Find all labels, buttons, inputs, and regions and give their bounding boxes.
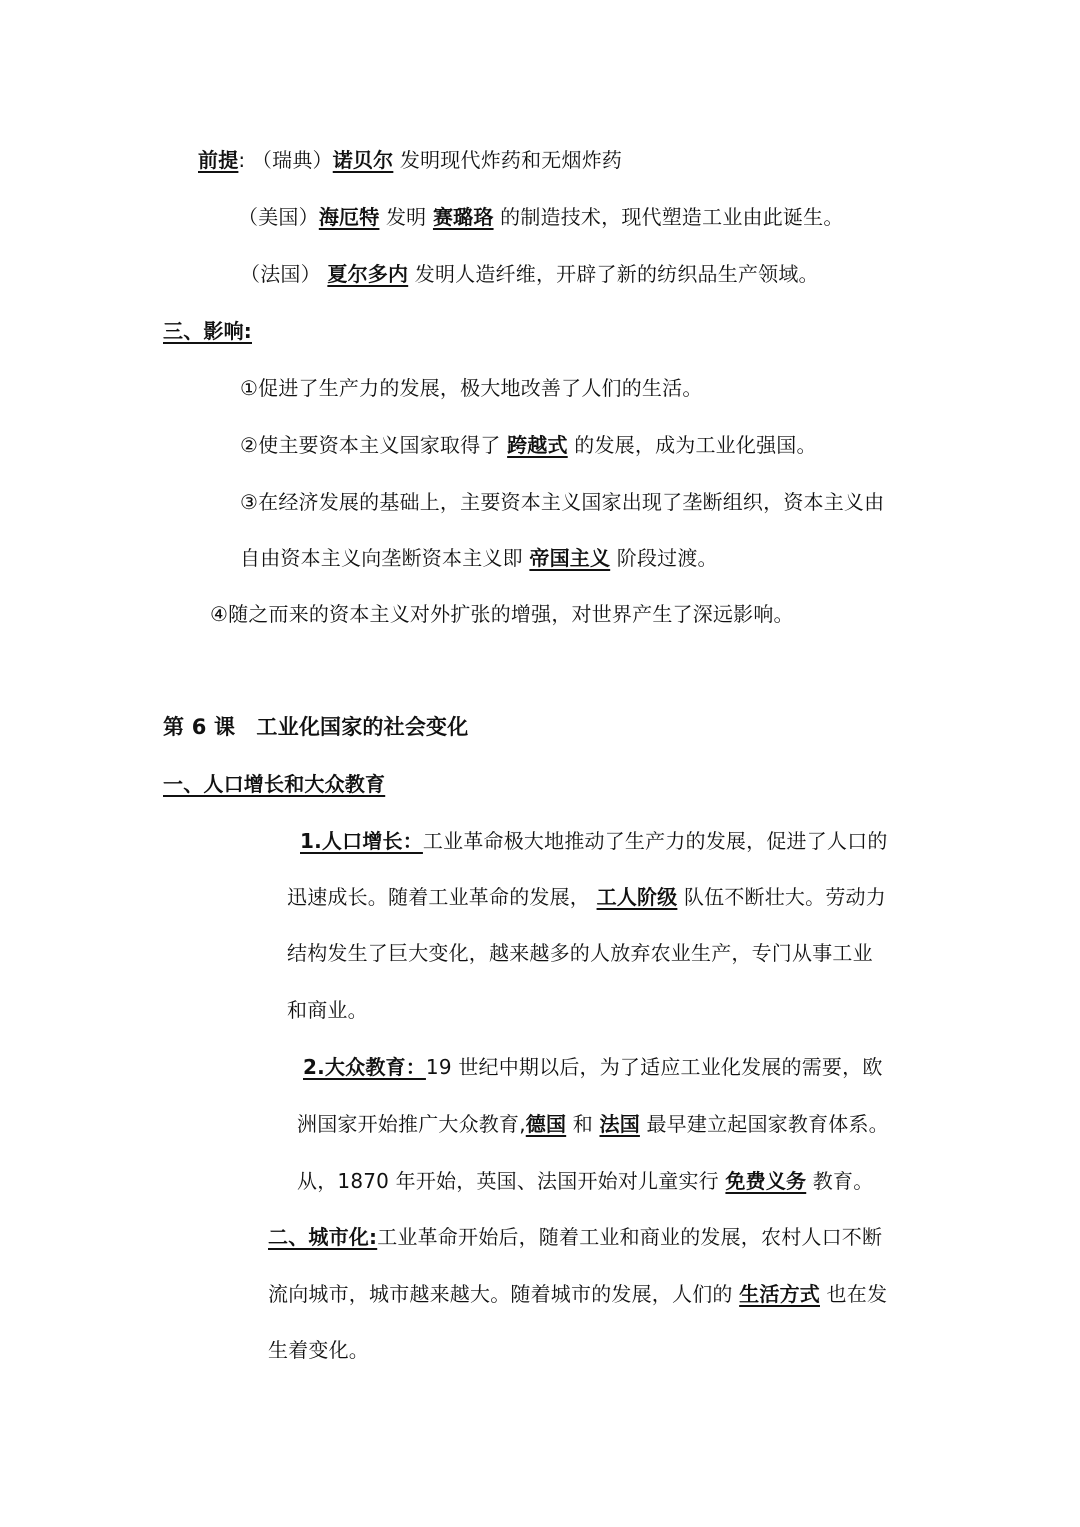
premise-text-2: 的制造技术，现代塑造工业由此诞生。	[500, 205, 844, 229]
education-text-3-pre: 从，1870 年开始，英国、法国开始对儿童实行	[297, 1169, 719, 1193]
education-label: 2.大众教育：	[303, 1055, 426, 1079]
impact-point-3-pre: 自由资本主义向垄断资本主义即	[240, 546, 523, 570]
impact-point-2-pre: ②使主要资本主义国家取得了	[240, 433, 501, 457]
premise-name-chardonnet: 夏尔多内	[327, 262, 409, 286]
education-key-free-compulsory: 免费义务	[725, 1169, 807, 1193]
premise-name-hyatt: 海厄特	[318, 205, 380, 229]
population-text-2-pre: 迅速成长。随着工业革命的发展，	[287, 885, 590, 909]
premise-text-1: 发明现代炸药和无烟炸药	[399, 148, 623, 172]
lesson-title: 第 6 课 工业化国家的社会变化	[163, 715, 469, 739]
population-text-2-post: 队伍不断壮大。劳动力	[683, 885, 886, 909]
education-line-2	[297, 1109, 889, 1139]
urbanization-line-2	[268, 1279, 887, 1309]
population-text-1: 工业革命极大地推动了生产力的发展，促进了人口的	[422, 829, 888, 853]
impact-point-2-post: 的发展，成为工业化强国。	[574, 433, 817, 457]
premise-label: 前提	[198, 148, 239, 172]
population-line-2	[287, 882, 886, 912]
population-line-3: 结构发生了巨大变化，越来越多的人放弃农业生产，专门从事工业	[287, 941, 873, 965]
premise-verb-2: 发明	[385, 205, 427, 229]
urbanization-key-lifestyle: 生活方式	[739, 1282, 820, 1306]
education-text-3-post: 教育。	[812, 1169, 874, 1193]
impact-key-leapfrog: 跨越式	[507, 433, 568, 457]
impact-key-imperialism: 帝国主义	[529, 546, 611, 570]
section-population-education: 一、人口增长和大众教育	[163, 772, 386, 796]
urbanization-text-2-post: 也在发	[826, 1282, 888, 1306]
premise-country-france: （法国）	[240, 262, 321, 286]
impact-heading: 三、影响:	[163, 319, 252, 343]
education-line-1	[303, 1052, 883, 1082]
impact-point-3-line-1: ③在经济发展的基础上，主要资本主义国家出现了垄断组织，资本主义由	[240, 490, 885, 514]
premise-country-sweden: （瑞典）	[251, 148, 333, 172]
premise-line-3	[240, 259, 819, 289]
impact-point-3-post: 阶段过渡。	[616, 546, 718, 570]
population-label: 1.人口增长：	[300, 829, 423, 853]
urbanization-text-1: 工业革命开始后，随着工业和商业的发展，农村人口不断	[377, 1225, 883, 1249]
premise-line-1	[198, 145, 622, 175]
education-text-1: 19 世纪中期以后，为了适应工业化发展的需要，欧	[425, 1055, 883, 1079]
urbanization-label: 二、城市化:	[268, 1225, 378, 1249]
education-text-2-pre: 洲国家开始推广大众教育,	[297, 1112, 526, 1136]
education-line-3	[297, 1166, 873, 1196]
premise-name-nobel: 诺贝尔	[332, 148, 394, 172]
education-text-2-mid: 和	[572, 1112, 593, 1136]
premise-line-2	[238, 202, 844, 232]
impact-point-3-line-2	[240, 543, 718, 573]
impact-point-4: ④随之而来的资本主义对外扩张的增强，对世界产生了深远影响。	[210, 602, 794, 626]
urbanization-line-3: 生着变化。	[268, 1338, 369, 1362]
premise-country-usa: （美国）	[238, 205, 319, 229]
impact-point-1: ①促进了生产力的发展，极大地改善了人们的生活。	[240, 376, 703, 400]
population-line-1	[300, 826, 888, 856]
education-key-germany: 德国	[525, 1112, 567, 1136]
population-key-working-class: 工人阶级	[596, 885, 678, 909]
impact-point-2	[240, 430, 817, 460]
premise-sep: :	[238, 148, 246, 172]
education-text-2-post: 最早建立起国家教育体系。	[646, 1112, 889, 1136]
population-line-4: 和商业。	[287, 998, 368, 1022]
education-key-france: 法国	[599, 1112, 640, 1136]
urbanization-line-1	[268, 1222, 882, 1252]
urbanization-text-2-pre: 流向城市，城市越来越大。随着城市的发展，人们的	[268, 1282, 733, 1306]
premise-text-3: 发明人造纤维，开辟了新的纺织品生产领域。	[414, 262, 819, 286]
premise-item-celluloid: 赛璐珞	[432, 205, 494, 229]
